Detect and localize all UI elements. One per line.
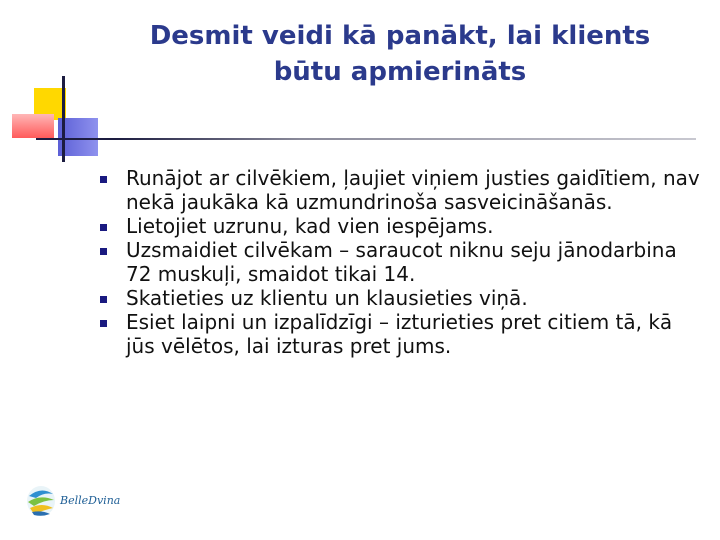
bullet-text: Runājot ar cilvēkiem, ļaujiet viņiem justies gaidītiem, nav nekā jaukāka kā uzmundrinoša sasveicināšanās.	[126, 166, 700, 214]
square-bullet-icon	[100, 248, 107, 255]
bullet-item	[100, 286, 700, 310]
title-line-1: Desmit veidi kā panākt, lai klients	[149, 21, 651, 51]
bullet-text: Skatieties uz klientu un klausieties viņā.	[126, 286, 528, 310]
square-bullet-icon	[100, 176, 107, 183]
square-bullet-icon	[100, 296, 107, 303]
logo-text: BelleDvina	[60, 494, 121, 507]
square-bullet-icon	[100, 320, 107, 327]
bullet-text: Lietojiet uzrunu, kad vien iespējams.	[126, 214, 494, 238]
bullet-item	[100, 310, 700, 358]
decor-vertical-line	[62, 76, 65, 162]
title-line-2: būtu apmierināts	[273, 57, 527, 87]
bullet-list	[100, 166, 700, 358]
logo-swirl-icon	[26, 484, 56, 518]
bullet-item	[100, 166, 700, 214]
bullet-item	[100, 214, 700, 238]
square-bullet-icon	[100, 224, 107, 231]
bullet-item	[100, 238, 700, 286]
company-logo	[26, 484, 122, 520]
title-divider	[36, 138, 696, 140]
decor-red-square	[12, 114, 54, 138]
slide-title	[110, 18, 690, 90]
bullet-text: Uzsmaidiet cilvēkam – saraucot niknu seju jānodarbina 72 muskuļi, smaidot tikai 14.	[126, 238, 677, 286]
bullet-text: Esiet laipni un izpalīdzīgi – izturieties pret citiem tā, kā jūs vēlētos, lai izturas pret jums.	[126, 310, 673, 358]
